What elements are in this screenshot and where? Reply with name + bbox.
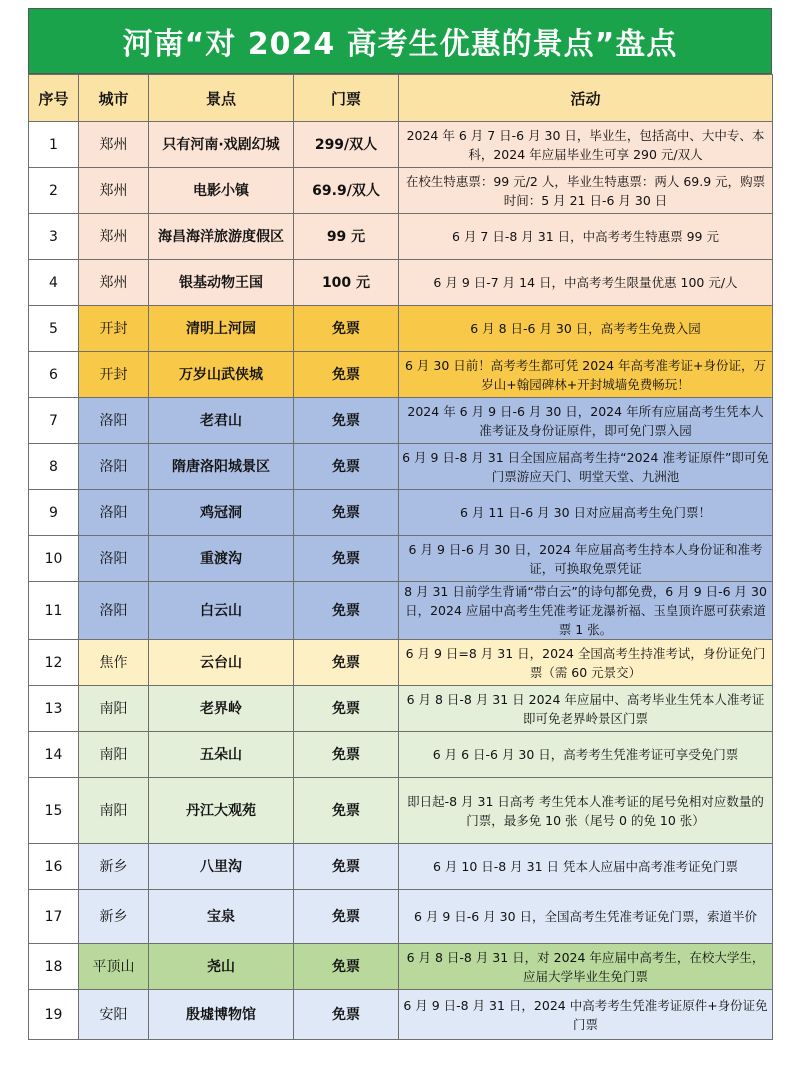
row-ticket: 免票 (294, 352, 399, 398)
row-city: 郑州 (79, 214, 149, 260)
row-spot: 老界岭 (149, 686, 294, 732)
row-spot: 重渡沟 (149, 536, 294, 582)
row-activity: 6 月 9 日-8 月 31 日，2024 中高考考生凭准考证原件+身份证免门票 (399, 990, 773, 1040)
row-spot: 隋唐洛阳城景区 (149, 444, 294, 490)
row-number: 5 (29, 306, 79, 352)
row-spot: 清明上河园 (149, 306, 294, 352)
row-ticket: 免票 (294, 944, 399, 990)
row-ticket: 免票 (294, 640, 399, 686)
table-row (29, 990, 773, 1040)
row-ticket: 免票 (294, 444, 399, 490)
row-number: 2 (29, 168, 79, 214)
row-number: 3 (29, 214, 79, 260)
table-row (29, 444, 773, 490)
row-number: 19 (29, 990, 79, 1040)
table-row (29, 732, 773, 778)
table-row (29, 582, 773, 640)
row-activity: 8 月 31 日前学生背诵“带白云”的诗句都免费，6 月 9 日-6 月 30 日，2024 应届中高考生凭准考证龙瀑祈福、玉皇顶许愿可获索道票 1 张。 (399, 582, 773, 640)
row-city: 开封 (79, 352, 149, 398)
row-spot: 五朵山 (149, 732, 294, 778)
table-row (29, 260, 773, 306)
row-city: 洛阳 (79, 398, 149, 444)
row-spot: 丹江大观苑 (149, 778, 294, 844)
row-spot: 云台山 (149, 640, 294, 686)
row-number: 13 (29, 686, 79, 732)
row-city: 洛阳 (79, 490, 149, 536)
row-number: 10 (29, 536, 79, 582)
row-ticket: 免票 (294, 990, 399, 1040)
row-ticket: 免票 (294, 398, 399, 444)
row-activity: 6 月 8 日-8 月 31 日 2024 年应届中、高考毕业生凭本人准考证即可免老界岭景区门票 (399, 686, 773, 732)
page-title: 河南“对 2024 高考生优惠的景点”盘点 (28, 8, 772, 74)
row-number: 16 (29, 844, 79, 890)
row-number: 17 (29, 890, 79, 944)
header-ticket: 门票 (294, 75, 399, 122)
row-city: 南阳 (79, 732, 149, 778)
row-ticket: 免票 (294, 536, 399, 582)
row-activity: 6 月 9 日=8 月 31 日，2024 全国高考生持准考试，身份证免门票（需 60 元景交） (399, 640, 773, 686)
row-city: 南阳 (79, 778, 149, 844)
row-spot: 老君山 (149, 398, 294, 444)
row-activity: 在校生特惠票：99 元/2 人，毕业生特惠票：两人 69.9 元，购票时间：5 月 21 日-6 月 30 日 (399, 168, 773, 214)
row-activity: 6 月 10 日-8 月 31 日 凭本人应届中高考准考证免门票 (399, 844, 773, 890)
row-number: 12 (29, 640, 79, 686)
row-activity: 6 月 8 日-6 月 30 日，高考考生免费入园 (399, 306, 773, 352)
row-number: 1 (29, 122, 79, 168)
row-activity: 6 月 9 日-6 月 30 日，全国高考生凭准考证免门票，索道半价 (399, 890, 773, 944)
row-city: 郑州 (79, 122, 149, 168)
header-activity: 活动 (399, 75, 773, 122)
row-activity: 6 月 11 日-6 月 30 日对应届高考生免门票！ (399, 490, 773, 536)
table-row (29, 122, 773, 168)
row-city: 新乡 (79, 844, 149, 890)
table-row (29, 352, 773, 398)
row-spot: 鸡冠洞 (149, 490, 294, 536)
row-activity: 6 月 7 日-8 月 31 日，中高考考生特惠票 99 元 (399, 214, 773, 260)
table-row (29, 890, 773, 944)
row-city: 焦作 (79, 640, 149, 686)
row-activity: 2024 年 6 月 7 日-6 月 30 日，毕业生，包括高中、大中专、本科，2024 年应届毕业生可享 290 元/双人 (399, 122, 773, 168)
row-activity: 6 月 9 日-8 月 31 日全国应届高考生持“2024 准考证原件”即可免门票游应天门、明堂天堂、九洲池 (399, 444, 773, 490)
row-activity: 即日起-8 月 31 日高考 考生凭本人准考证的尾号免相对应数量的门票，最多免 10 张（尾号 0 的免 10 张） (399, 778, 773, 844)
table-row (29, 306, 773, 352)
row-spot: 电影小镇 (149, 168, 294, 214)
row-spot: 殷墟博物馆 (149, 990, 294, 1040)
row-number: 8 (29, 444, 79, 490)
row-ticket: 99 元 (294, 214, 399, 260)
table-header-row (29, 75, 773, 122)
table-row (29, 778, 773, 844)
row-ticket: 100 元 (294, 260, 399, 306)
row-activity: 6 月 9 日-7 月 14 日，中高考考生限量优惠 100 元/人 (399, 260, 773, 306)
table-row (29, 686, 773, 732)
row-city: 南阳 (79, 686, 149, 732)
row-city: 平顶山 (79, 944, 149, 990)
table-row (29, 490, 773, 536)
row-ticket: 免票 (294, 306, 399, 352)
table-row (29, 398, 773, 444)
row-ticket: 免票 (294, 732, 399, 778)
row-city: 洛阳 (79, 536, 149, 582)
row-ticket: 299/双人 (294, 122, 399, 168)
row-spot: 银基动物王国 (149, 260, 294, 306)
row-spot: 万岁山武侠城 (149, 352, 294, 398)
row-number: 18 (29, 944, 79, 990)
table-row (29, 944, 773, 990)
table-row (29, 844, 773, 890)
header-city: 城市 (79, 75, 149, 122)
row-city: 郑州 (79, 260, 149, 306)
row-ticket: 免票 (294, 686, 399, 732)
header-spot: 景点 (149, 75, 294, 122)
row-city: 安阳 (79, 990, 149, 1040)
row-ticket: 免票 (294, 778, 399, 844)
attractions-table (28, 74, 773, 1040)
table-row (29, 640, 773, 686)
row-number: 15 (29, 778, 79, 844)
row-spot: 只有河南·戏剧幻城 (149, 122, 294, 168)
row-city: 郑州 (79, 168, 149, 214)
row-number: 7 (29, 398, 79, 444)
row-activity: 6 月 8 日-8 月 31 日，对 2024 年应届中高考生，在校大学生，应届大学毕业生免门票 (399, 944, 773, 990)
row-city: 新乡 (79, 890, 149, 944)
table-row (29, 168, 773, 214)
row-spot: 宝泉 (149, 890, 294, 944)
row-number: 9 (29, 490, 79, 536)
row-number: 14 (29, 732, 79, 778)
row-spot: 白云山 (149, 582, 294, 640)
table-row (29, 214, 773, 260)
discount-sheet (28, 8, 772, 1040)
row-activity: 6 月 6 日-6 月 30 日，高考考生凭准考证可享受免门票 (399, 732, 773, 778)
row-city: 洛阳 (79, 444, 149, 490)
row-spot: 八里沟 (149, 844, 294, 890)
row-ticket: 免票 (294, 582, 399, 640)
row-ticket: 免票 (294, 844, 399, 890)
row-spot: 尧山 (149, 944, 294, 990)
row-ticket: 免票 (294, 890, 399, 944)
row-activity: 2024 年 6 月 9 日-6 月 30 日，2024 年所有应届高考生凭本人准考证及身份证原件，即可免门票入园 (399, 398, 773, 444)
row-activity: 6 月 9 日-6 月 30 日，2024 年应届高考生持本人身份证和准考证，可换取免票凭证 (399, 536, 773, 582)
row-spot: 海昌海洋旅游度假区 (149, 214, 294, 260)
row-number: 4 (29, 260, 79, 306)
row-ticket: 免票 (294, 490, 399, 536)
row-activity: 6 月 30 日前！高考考生都可凭 2024 年高考准考证+身份证，万岁山+翰园碑林+开封城墙免费畅玩！ (399, 352, 773, 398)
header-no: 序号 (29, 75, 79, 122)
row-number: 6 (29, 352, 79, 398)
row-city: 洛阳 (79, 582, 149, 640)
row-ticket: 69.9/双人 (294, 168, 399, 214)
row-city: 开封 (79, 306, 149, 352)
row-number: 11 (29, 582, 79, 640)
table-row (29, 536, 773, 582)
